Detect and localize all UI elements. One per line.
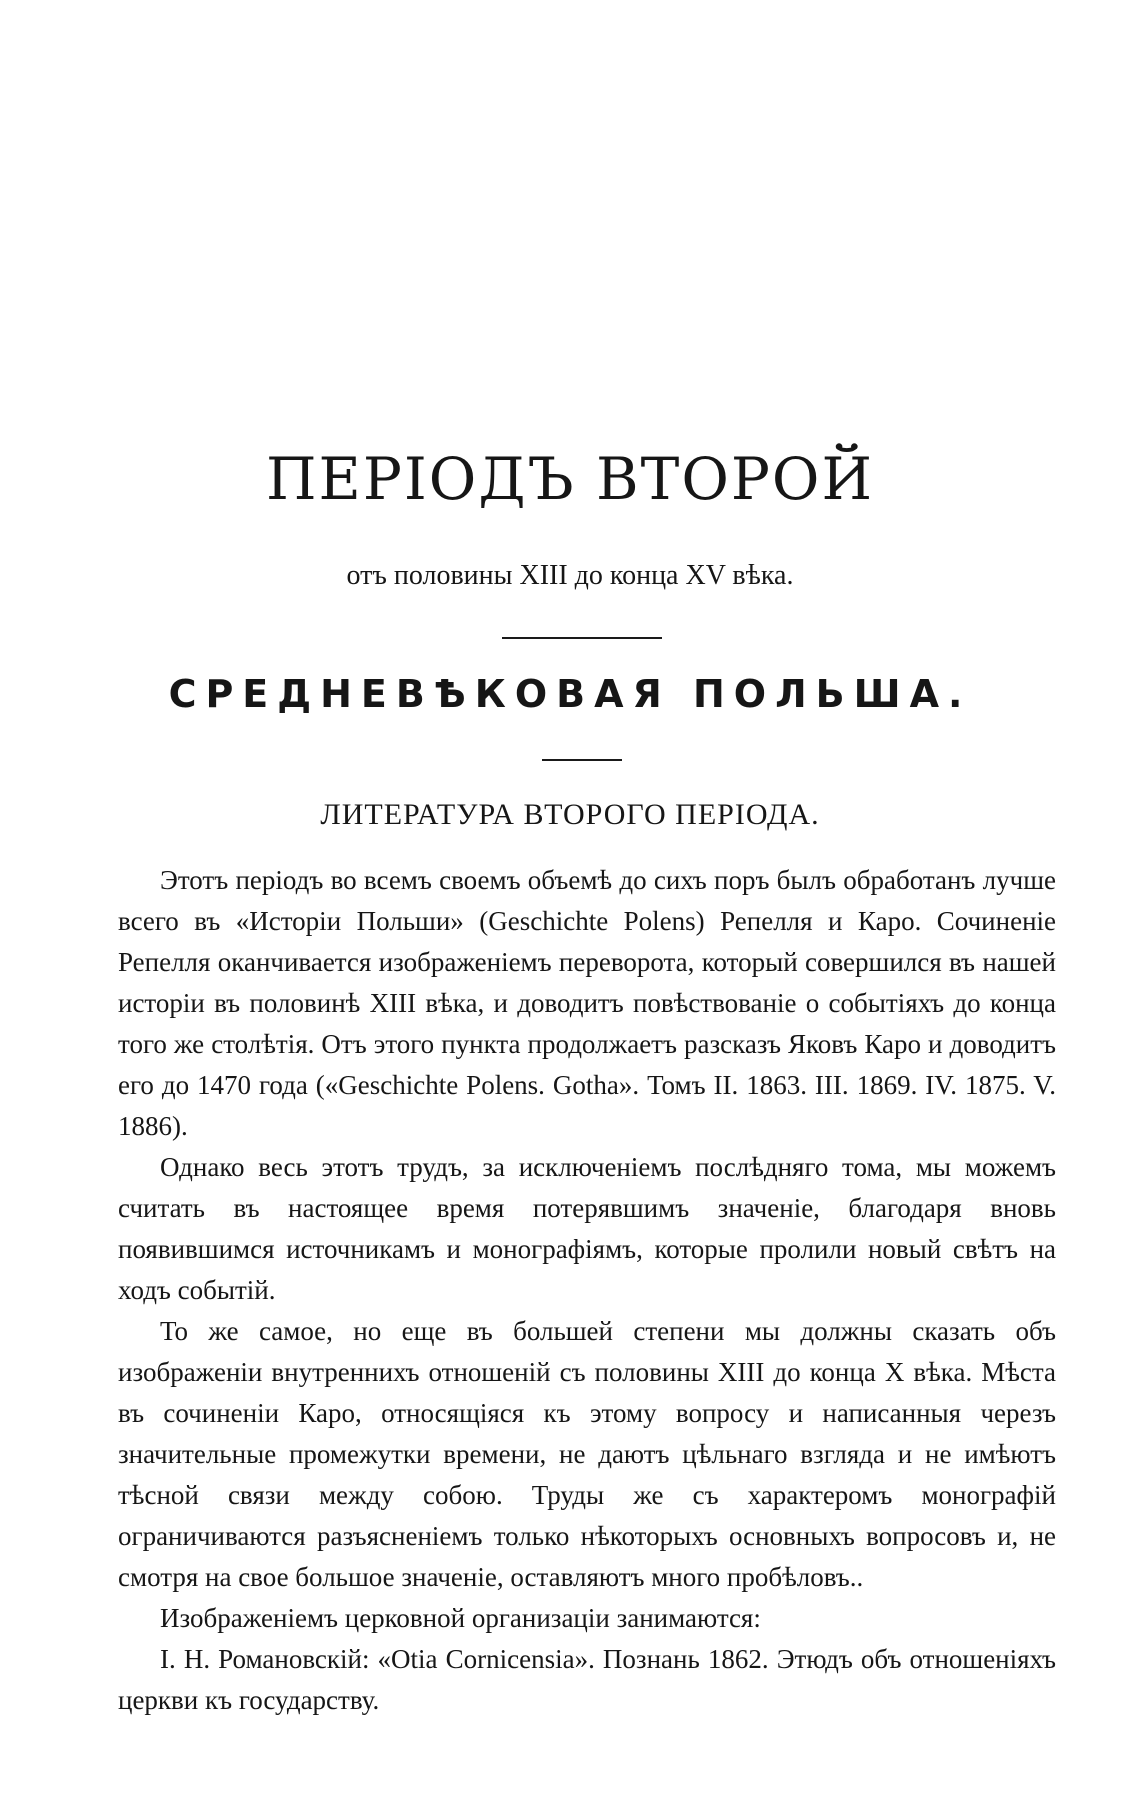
bibliography-entry: I. Н. Романовскій: «Otia Cornicensia». Познань 1862. Этюдъ объ отношеніяхъ церкви къ государству. — [118, 1644, 1056, 1715]
paragraph-4: Изображеніемъ церковной организаціи занимаются: — [160, 1603, 761, 1633]
divider-rule-short — [542, 759, 622, 761]
divider-rule — [502, 637, 662, 639]
period-title: ПЕРІОДЪ ВТОРОЙ — [265, 445, 875, 513]
section-heading: ЛИТЕРАТУРА ВТОРОГО ПЕРІОДА. — [320, 798, 820, 831]
paragraph-3: То же самое, но еще въ большей степени мы должны сказать объ изображеніи внутреннихъ отношеній съ половины XIII до конца X вѣка. Мѣста въ сочиненіи Каро, относящіяся къ этому вопросу и написанныя черезъ значительные промежутки времени, не даютъ цѣльнаго взгляда и не имѣютъ тѣсной связи между собою. Труды же съ характеромъ монографій ограничиваются разъясненіемъ только нѣкоторыхъ основныхъ вопросовъ и, не смотря на свое большое значеніе, оставляютъ много пробѣловъ.. — [118, 1316, 1056, 1592]
chapter-heading: СРЕДНЕВѢКОВАЯ ПОЛЬША. — [168, 672, 972, 716]
paragraph-2: Однако весь этотъ трудъ, за исключеніемъ послѣдняго тома, мы можемъ считать въ настоящее время потерявшимъ значеніе, благодаря вновь появившимся источникамъ и монографіямъ, которые пролили новый свѣтъ на ходъ событій. — [118, 1152, 1056, 1305]
paragraph-1: Этотъ періодъ во всемъ своемъ объемѣ до сихъ поръ былъ обработанъ лучше всего въ «Исторіи Польши» (Geschichte Polens) Репелля и Каро. Сочиненіе Репелля оканчивается изображеніемъ переворота, который совершился въ нашей исторіи въ половинѣ XIII вѣка, и доводитъ повѣствованіе о событіяхъ до конца того же столѣтія. Отъ этого пункта продолжаетъ разсказъ Яковъ Каро и доводитъ его до 1470 года («Geschichte Polens. Gotha». Томъ II. 1863. III. 1869. IV. 1875. V. 1886). — [118, 865, 1056, 1141]
body-text — [118, 860, 1056, 1721]
period-subtitle: отъ половины XIII до конца XV вѣка. — [346, 560, 794, 591]
